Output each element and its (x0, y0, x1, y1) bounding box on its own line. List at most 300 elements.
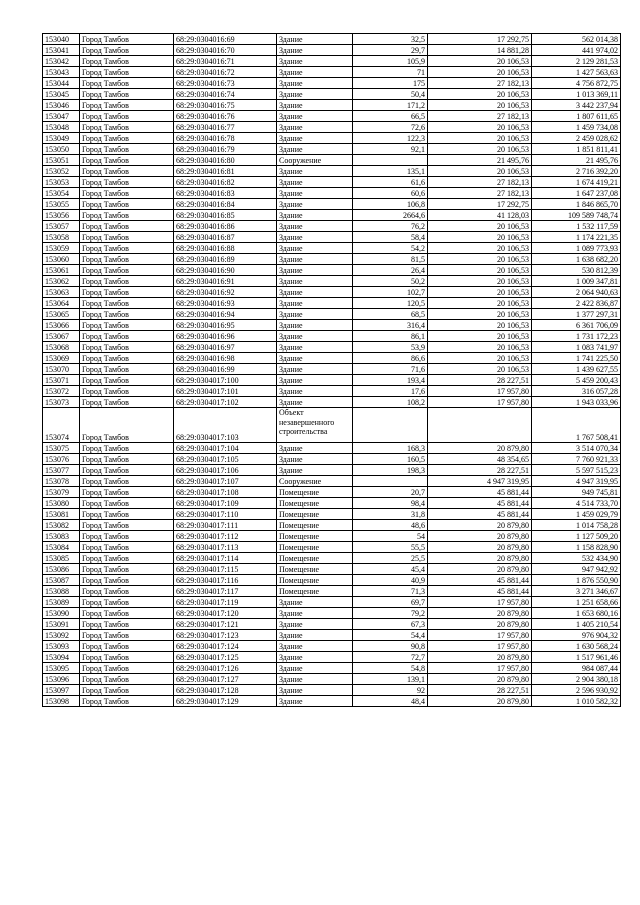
locality-cell: Город Тамбов (80, 685, 174, 696)
row-number-cell: 153052 (43, 166, 80, 177)
cadastral-number-cell: 68:29:0304017:115 (174, 564, 277, 575)
cadastral-value-cell: 1 517 961,46 (532, 652, 621, 663)
cadastral-number-cell: 68:29:0304016:84 (174, 199, 277, 210)
cadastral-number-cell: 68:29:0304017:124 (174, 641, 277, 652)
table-row (43, 597, 621, 608)
cadastral-value-cell: 949 745,81 (532, 487, 621, 498)
cadastral-value-cell: 5 459 200,43 (532, 375, 621, 386)
table-row (43, 443, 621, 454)
table-row (43, 630, 621, 641)
area-cell (353, 155, 428, 166)
object-type-cell: Помещение (277, 564, 353, 575)
cadastral-value-cell: 2 129 281,53 (532, 56, 621, 67)
table-row (43, 498, 621, 509)
table-row (43, 331, 621, 342)
cadastral-number-cell: 68:29:0304017:125 (174, 652, 277, 663)
row-number-cell: 153068 (43, 342, 80, 353)
cadastral-value-cell: 7 760 921,33 (532, 454, 621, 465)
table-row (43, 166, 621, 177)
specific-value-cell: 20 106,53 (428, 56, 532, 67)
area-cell: 106,8 (353, 199, 428, 210)
cadastral-value-cell: 316 057,28 (532, 386, 621, 397)
area-cell: 79,2 (353, 608, 428, 619)
cadastral-number-cell: 68:29:0304016:83 (174, 188, 277, 199)
cadastral-value-cell: 532 434,90 (532, 553, 621, 564)
row-number-cell: 153071 (43, 375, 80, 386)
area-cell: 81,5 (353, 254, 428, 265)
locality-cell: Город Тамбов (80, 542, 174, 553)
table-row (43, 287, 621, 298)
cadastral-number-cell: 68:29:0304017:100 (174, 375, 277, 386)
row-number-cell: 153093 (43, 641, 80, 652)
cadastral-number-cell: 68:29:0304016:90 (174, 265, 277, 276)
table-row (43, 663, 621, 674)
table-body (43, 34, 621, 707)
cadastral-number-cell: 68:29:0304016:70 (174, 45, 277, 56)
row-number-cell: 153079 (43, 487, 80, 498)
cadastral-number-cell: 68:29:0304017:119 (174, 597, 277, 608)
specific-value-cell: 20 879,80 (428, 652, 532, 663)
specific-value-cell: 20 106,53 (428, 232, 532, 243)
locality-cell: Город Тамбов (80, 166, 174, 177)
cadastral-number-cell: 68:29:0304017:111 (174, 520, 277, 531)
specific-value-cell: 20 106,53 (428, 67, 532, 78)
row-number-cell: 153092 (43, 630, 80, 641)
cadastral-number-cell: 68:29:0304017:101 (174, 386, 277, 397)
object-type-cell: Здание (277, 34, 353, 45)
cadastral-value-cell: 1 767 508,41 (532, 408, 621, 443)
row-number-cell: 153048 (43, 122, 80, 133)
specific-value-cell: 20 106,53 (428, 265, 532, 276)
object-type-cell: Здание (277, 210, 353, 221)
table-row (43, 199, 621, 210)
object-type-cell: Здание (277, 166, 353, 177)
area-cell: 86,1 (353, 331, 428, 342)
object-type-cell: Сооружение (277, 155, 353, 166)
row-number-cell: 153064 (43, 298, 80, 309)
cadastral-number-cell: 68:29:0304017:117 (174, 586, 277, 597)
row-number-cell: 153084 (43, 542, 80, 553)
cadastral-value-cell: 1 630 568,24 (532, 641, 621, 652)
area-cell: 71,6 (353, 364, 428, 375)
cadastral-number-cell: 68:29:0304016:88 (174, 243, 277, 254)
cadastral-value-cell: 562 014,38 (532, 34, 621, 45)
specific-value-cell: 17 292,75 (428, 199, 532, 210)
object-type-cell: Здание (277, 443, 353, 454)
cadastral-number-cell: 68:29:0304017:102 (174, 397, 277, 408)
cadastral-value-cell: 21 495,76 (532, 155, 621, 166)
cadastral-value-cell: 1 532 117,59 (532, 221, 621, 232)
object-type-cell: Здание (277, 221, 353, 232)
area-cell: 139,1 (353, 674, 428, 685)
cadastral-value-cell: 1 083 741,97 (532, 342, 621, 353)
table-row (43, 375, 621, 386)
specific-value-cell: 20 879,80 (428, 553, 532, 564)
row-number-cell: 153047 (43, 111, 80, 122)
area-cell (353, 476, 428, 487)
locality-cell: Город Тамбов (80, 641, 174, 652)
object-type-cell: Здание (277, 353, 353, 364)
specific-value-cell: 20 106,53 (428, 353, 532, 364)
locality-cell: Город Тамбов (80, 487, 174, 498)
area-cell: 54 (353, 531, 428, 542)
cadastral-value-cell: 2 422 836,87 (532, 298, 621, 309)
object-type-cell: Здание (277, 685, 353, 696)
area-cell: 48,4 (353, 696, 428, 707)
locality-cell: Город Тамбов (80, 476, 174, 487)
object-type-cell: Здание (277, 465, 353, 476)
table-row (43, 652, 621, 663)
area-cell: 54,4 (353, 630, 428, 641)
object-type-cell: Здание (277, 67, 353, 78)
locality-cell: Город Тамбов (80, 309, 174, 320)
object-type-cell: Здание (277, 276, 353, 287)
row-number-cell: 153085 (43, 553, 80, 564)
object-type-cell: Здание (277, 188, 353, 199)
cadastral-number-cell: 68:29:0304016:89 (174, 254, 277, 265)
locality-cell: Город Тамбов (80, 56, 174, 67)
cadastral-number-cell: 68:29:0304016:76 (174, 111, 277, 122)
specific-value-cell: 20 879,80 (428, 608, 532, 619)
locality-cell: Город Тамбов (80, 342, 174, 353)
locality-cell: Город Тамбов (80, 45, 174, 56)
locality-cell: Город Тамбов (80, 232, 174, 243)
specific-value-cell: 14 881,28 (428, 45, 532, 56)
specific-value-cell: 45 881,44 (428, 509, 532, 520)
specific-value-cell: 20 106,53 (428, 100, 532, 111)
specific-value-cell: 20 879,80 (428, 542, 532, 553)
cadastral-value-cell: 1 459 029,79 (532, 509, 621, 520)
cadastral-value-cell: 947 942,92 (532, 564, 621, 575)
object-type-cell: Здание (277, 243, 353, 254)
locality-cell: Город Тамбов (80, 188, 174, 199)
specific-value-cell: 17 957,80 (428, 630, 532, 641)
table-row (43, 89, 621, 100)
cadastral-number-cell: 68:29:0304017:121 (174, 619, 277, 630)
row-number-cell: 153055 (43, 199, 80, 210)
area-cell: 198,3 (353, 465, 428, 476)
object-type-cell: Помещение (277, 487, 353, 498)
specific-value-cell: 45 881,44 (428, 487, 532, 498)
row-number-cell: 153043 (43, 67, 80, 78)
row-number-cell: 153067 (43, 331, 80, 342)
area-cell: 55,5 (353, 542, 428, 553)
cadastral-value-cell: 1 876 550,90 (532, 575, 621, 586)
area-cell: 53,9 (353, 342, 428, 353)
table-row (43, 254, 621, 265)
locality-cell: Город Тамбов (80, 408, 174, 443)
object-type-cell: Здание (277, 100, 353, 111)
specific-value-cell: 28 227,51 (428, 375, 532, 386)
area-cell: 92,1 (353, 144, 428, 155)
cadastral-value-cell: 1 851 811,41 (532, 144, 621, 155)
table-row (43, 155, 621, 166)
cadastral-number-cell: 68:29:0304016:79 (174, 144, 277, 155)
specific-value-cell: 45 881,44 (428, 498, 532, 509)
row-number-cell: 153062 (43, 276, 80, 287)
cadastral-value-cell: 1 807 611,65 (532, 111, 621, 122)
locality-cell: Город Тамбов (80, 100, 174, 111)
area-cell: 54,8 (353, 663, 428, 674)
table-row (43, 320, 621, 331)
cadastral-number-cell: 68:29:0304016:93 (174, 298, 277, 309)
table-row (43, 454, 621, 465)
locality-cell: Город Тамбов (80, 353, 174, 364)
cadastral-number-cell: 68:29:0304016:69 (174, 34, 277, 45)
area-cell: 45,4 (353, 564, 428, 575)
cadastral-number-cell: 68:29:0304016:71 (174, 56, 277, 67)
specific-value-cell: 17 957,80 (428, 397, 532, 408)
object-type-cell: Здание (277, 652, 353, 663)
row-number-cell: 153065 (43, 309, 80, 320)
object-type-cell: Здание (277, 254, 353, 265)
table-row (43, 45, 621, 56)
cadastral-value-cell: 1 674 419,21 (532, 177, 621, 188)
cadastral-number-cell: 68:29:0304017:103 (174, 408, 277, 443)
locality-cell: Город Тамбов (80, 397, 174, 408)
locality-cell: Город Тамбов (80, 254, 174, 265)
table-row (43, 465, 621, 476)
table-row (43, 476, 621, 487)
object-type-cell: Сооружение (277, 476, 353, 487)
area-cell: 40,9 (353, 575, 428, 586)
area-cell: 68,5 (353, 309, 428, 320)
area-cell: 193,4 (353, 375, 428, 386)
row-number-cell: 153076 (43, 454, 80, 465)
cadastral-value-cell: 1 089 773,93 (532, 243, 621, 254)
cadastral-value-cell: 1 013 369,11 (532, 89, 621, 100)
area-cell: 20,7 (353, 487, 428, 498)
specific-value-cell: 45 881,44 (428, 586, 532, 597)
locality-cell: Город Тамбов (80, 89, 174, 100)
table-row (43, 34, 621, 45)
locality-cell: Город Тамбов (80, 520, 174, 531)
table-row (43, 364, 621, 375)
area-cell: 72,6 (353, 122, 428, 133)
cadastral-value-cell: 3 271 346,67 (532, 586, 621, 597)
area-cell: 25,5 (353, 553, 428, 564)
object-type-cell: Здание (277, 56, 353, 67)
cadastral-number-cell: 68:29:0304017:128 (174, 685, 277, 696)
table-row (43, 243, 621, 254)
row-number-cell: 153094 (43, 652, 80, 663)
row-number-cell: 153063 (43, 287, 80, 298)
locality-cell: Город Тамбов (80, 619, 174, 630)
cadastral-value-cell: 2 459 028,62 (532, 133, 621, 144)
row-number-cell: 153077 (43, 465, 80, 476)
object-type-cell: Здание (277, 111, 353, 122)
cadastral-value-cell: 3 442 237,94 (532, 100, 621, 111)
specific-value-cell: 28 227,51 (428, 685, 532, 696)
cadastral-number-cell: 68:29:0304016:85 (174, 210, 277, 221)
table-row (43, 619, 621, 630)
cadastral-number-cell: 68:29:0304016:87 (174, 232, 277, 243)
area-cell: 29,7 (353, 45, 428, 56)
area-cell: 71 (353, 67, 428, 78)
locality-cell: Город Тамбов (80, 122, 174, 133)
cadastral-value-cell: 1 010 582,32 (532, 696, 621, 707)
locality-cell: Город Тамбов (80, 199, 174, 210)
cadastral-value-cell: 1 405 210,54 (532, 619, 621, 630)
object-type-cell: Здание (277, 78, 353, 89)
table-row (43, 685, 621, 696)
object-type-cell: Помещение (277, 586, 353, 597)
table-row (43, 575, 621, 586)
cadastral-number-cell: 68:29:0304016:98 (174, 353, 277, 364)
cadastral-value-cell: 4 514 733,70 (532, 498, 621, 509)
row-number-cell: 153083 (43, 531, 80, 542)
cadastral-number-cell: 68:29:0304017:110 (174, 509, 277, 520)
locality-cell: Город Тамбов (80, 155, 174, 166)
specific-value-cell: 20 879,80 (428, 520, 532, 531)
cadastral-number-cell: 68:29:0304017:129 (174, 696, 277, 707)
object-type-cell: Помещение (277, 575, 353, 586)
locality-cell: Город Тамбов (80, 276, 174, 287)
cadastral-value-cell: 1 731 172,23 (532, 331, 621, 342)
cadastral-value-cell: 2 596 930,92 (532, 685, 621, 696)
area-cell: 316,4 (353, 320, 428, 331)
specific-value-cell: 17 957,80 (428, 663, 532, 674)
locality-cell: Город Тамбов (80, 652, 174, 663)
specific-value-cell: 20 106,53 (428, 133, 532, 144)
row-number-cell: 153086 (43, 564, 80, 575)
table-row (43, 188, 621, 199)
specific-value-cell: 17 957,80 (428, 386, 532, 397)
table-row (43, 111, 621, 122)
locality-cell: Город Тамбов (80, 111, 174, 122)
table-row (43, 144, 621, 155)
specific-value-cell: 41 128,03 (428, 210, 532, 221)
cadastral-value-cell: 984 087,44 (532, 663, 621, 674)
object-type-cell: Здание (277, 674, 353, 685)
cadastral-value-cell: 3 514 070,34 (532, 443, 621, 454)
specific-value-cell: 20 106,53 (428, 166, 532, 177)
object-type-cell: Помещение (277, 542, 353, 553)
cadastral-value-cell: 1 741 225,50 (532, 353, 621, 364)
area-cell: 50,2 (353, 276, 428, 287)
row-number-cell: 153058 (43, 232, 80, 243)
area-cell: 26,4 (353, 265, 428, 276)
object-type-cell: Здание (277, 199, 353, 210)
specific-value-cell: 20 106,53 (428, 364, 532, 375)
row-number-cell: 153098 (43, 696, 80, 707)
table-row (43, 232, 621, 243)
locality-cell: Город Тамбов (80, 67, 174, 78)
row-number-cell: 153040 (43, 34, 80, 45)
object-type-cell: Здание (277, 298, 353, 309)
specific-value-cell: 20 879,80 (428, 674, 532, 685)
locality-cell: Город Тамбов (80, 133, 174, 144)
object-type-cell: Здание (277, 265, 353, 276)
cadastral-value-cell: 1 174 221,35 (532, 232, 621, 243)
locality-cell: Город Тамбов (80, 498, 174, 509)
area-cell: 92 (353, 685, 428, 696)
row-number-cell: 153089 (43, 597, 80, 608)
row-number-cell: 153046 (43, 100, 80, 111)
specific-value-cell: 20 879,80 (428, 564, 532, 575)
locality-cell: Город Тамбов (80, 465, 174, 476)
locality-cell: Город Тамбов (80, 674, 174, 685)
cadastral-number-cell: 68:29:0304017:106 (174, 465, 277, 476)
specific-value-cell: 20 106,53 (428, 89, 532, 100)
locality-cell: Город Тамбов (80, 320, 174, 331)
cadastral-number-cell: 68:29:0304017:107 (174, 476, 277, 487)
locality-cell: Город Тамбов (80, 586, 174, 597)
area-cell: 86,6 (353, 353, 428, 364)
object-type-cell: Здание (277, 696, 353, 707)
row-number-cell: 153056 (43, 210, 80, 221)
object-type-cell: Здание (277, 320, 353, 331)
row-number-cell: 153081 (43, 509, 80, 520)
area-cell: 48,6 (353, 520, 428, 531)
specific-value-cell: 28 227,51 (428, 465, 532, 476)
area-cell: 160,5 (353, 454, 428, 465)
locality-cell: Город Тамбов (80, 375, 174, 386)
table-row (43, 553, 621, 564)
row-number-cell: 153078 (43, 476, 80, 487)
row-number-cell: 153045 (43, 89, 80, 100)
cadastral-number-cell: 68:29:0304016:94 (174, 309, 277, 320)
table-row (43, 674, 621, 685)
cadastral-value-cell: 1 439 627,55 (532, 364, 621, 375)
cadastral-number-cell: 68:29:0304017:116 (174, 575, 277, 586)
area-cell: 61,6 (353, 177, 428, 188)
locality-cell: Город Тамбов (80, 144, 174, 155)
cadastral-value-cell: 1 158 828,90 (532, 542, 621, 553)
locality-cell: Город Тамбов (80, 78, 174, 89)
object-type-cell: Здание (277, 232, 353, 243)
cadastral-value-cell: 5 597 515,23 (532, 465, 621, 476)
table-row (43, 386, 621, 397)
cadastral-number-cell: 68:29:0304016:78 (174, 133, 277, 144)
row-number-cell: 153096 (43, 674, 80, 685)
object-type-cell: Здание (277, 342, 353, 353)
object-type-cell: Здание (277, 364, 353, 375)
table-row (43, 564, 621, 575)
cadastral-number-cell: 68:29:0304017:120 (174, 608, 277, 619)
row-number-cell: 153049 (43, 133, 80, 144)
area-cell: 50,4 (353, 89, 428, 100)
cadastral-value-cell: 1 009 347,81 (532, 276, 621, 287)
table-row (43, 487, 621, 498)
cadastral-number-cell: 68:29:0304016:99 (174, 364, 277, 375)
specific-value-cell: 20 106,53 (428, 320, 532, 331)
specific-value-cell: 20 106,53 (428, 221, 532, 232)
row-number-cell: 153090 (43, 608, 80, 619)
table-row (43, 641, 621, 652)
object-type-cell: Здание (277, 144, 353, 155)
row-number-cell: 153053 (43, 177, 80, 188)
table-row (43, 298, 621, 309)
cadastral-number-cell: 68:29:0304017:109 (174, 498, 277, 509)
locality-cell: Город Тамбов (80, 265, 174, 276)
cadastral-number-cell: 68:29:0304017:114 (174, 553, 277, 564)
locality-cell: Город Тамбов (80, 564, 174, 575)
cadastral-value-cell: 1 638 682,20 (532, 254, 621, 265)
table-row (43, 586, 621, 597)
table-row (43, 309, 621, 320)
locality-cell: Город Тамбов (80, 696, 174, 707)
object-type-cell: Здание (277, 331, 353, 342)
table-row (43, 408, 621, 443)
area-cell: 2664,6 (353, 210, 428, 221)
cadastral-number-cell: 68:29:0304016:86 (174, 221, 277, 232)
cadastral-value-cell: 1 377 297,31 (532, 309, 621, 320)
locality-cell: Город Тамбов (80, 298, 174, 309)
row-number-cell: 153091 (43, 619, 80, 630)
cadastral-number-cell: 68:29:0304016:96 (174, 331, 277, 342)
object-type-cell: Здание (277, 309, 353, 320)
